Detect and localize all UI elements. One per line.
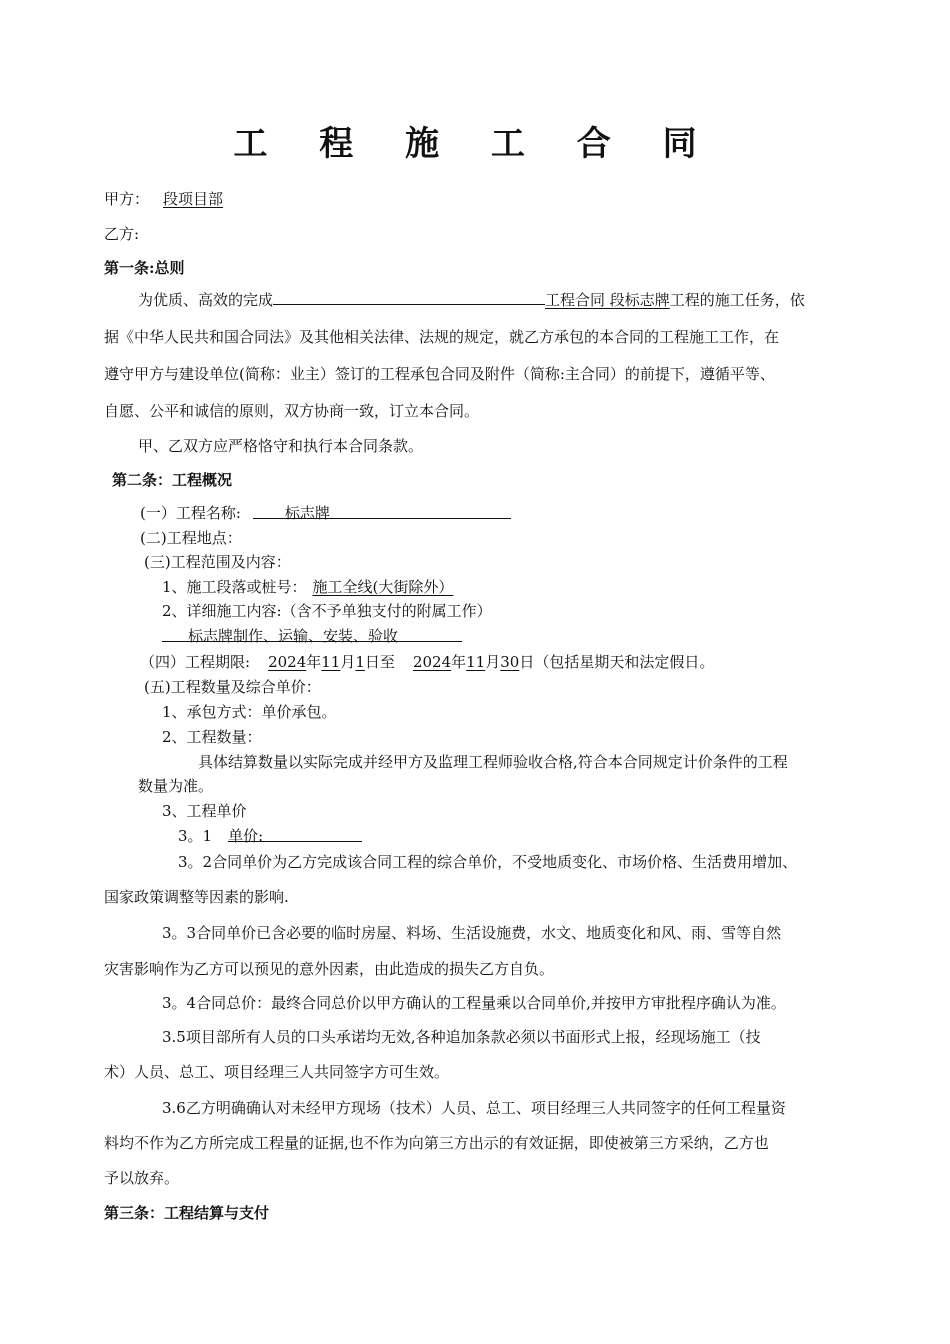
year-unit: 年 — [451, 653, 467, 671]
period-start-month: 11 — [321, 653, 341, 671]
project-name-underlined: 工程合同 段标志牌 — [545, 291, 670, 309]
unit-price-3-2-line-2: 国家政策调整等因素的影响. — [104, 888, 289, 906]
party-a-label: 甲方： — [104, 190, 150, 208]
unit-price-label: 单价: — [228, 827, 264, 845]
article-1-heading: 第一条:总则 — [104, 259, 185, 277]
scope-item-1-label: 1、施工段落或桩号： — [162, 578, 307, 596]
period-end-month: 11 — [466, 653, 486, 671]
scope-item-1 — [162, 577, 459, 597]
article-1-para-1-line-2: 据《中华人民共和国合同法》及其他相关法律、法规的规定，就乙方承包的本合同的工程施工工作，在 — [104, 328, 780, 346]
unit-price-3-3-line-2: 灾害影响作为乙方可以预见的意外因素，由此造成的损失乙方自负。 — [104, 960, 555, 978]
project-name-value: 标志牌 — [284, 504, 330, 522]
period-end-day: 30 — [500, 653, 520, 671]
article-1-para-1-line-4: 自愿、公平和诚信的原则，双方协商一致，订立本合同。 — [104, 402, 480, 420]
unit-price-3-2-line-1: 3。2合同单价为乙方完成该合同工程的综合单价，不受地质变化、市场价格、生活费用增加、 — [178, 853, 798, 871]
unit-price-3-5-line-2: 术）人员、总工、项目经理三人共同签字方可生效。 — [104, 1063, 450, 1081]
blank-line — [273, 290, 545, 305]
unit-price-heading: 3、工程单价 — [162, 802, 247, 820]
contract-mode: 1、承包方式：单价承包。 — [162, 703, 337, 721]
project-scope: (三)工程范围及内容： — [144, 553, 291, 571]
article-1-para-1-line-3: 遵守甲方与建设单位(简称：业主）签订的工程承包合同及附件（简称:主合同）的前提下，遵循平等、 — [104, 365, 775, 383]
unit-price-field — [228, 826, 362, 845]
period-tail: 日（包括星期天和法定假日。 — [519, 653, 715, 671]
project-name-label: (一）工程名称: — [140, 504, 241, 522]
unit-price-3-4: 3。4合同总价：最终合同总价以甲方确认的工程量乘以合同单价,并按甲方审批程序确认为准。 — [162, 994, 786, 1012]
text-segment: 为优质、高效的完成 — [138, 291, 274, 309]
article-3-heading: 第三条：工程结算与支付 — [104, 1204, 270, 1222]
project-location: (二)工程地点： — [140, 529, 242, 547]
scope-item-2-field — [162, 626, 462, 645]
article-2-heading: 第二条：工程概况 — [112, 471, 233, 489]
quantity-and-price: (五)工程数量及综合单价： — [144, 678, 321, 696]
quantity-heading: 2、工程数量： — [162, 728, 262, 746]
scope-item-2: 2、详细施工内容:（含不予单独支付的附属工作） — [162, 602, 492, 620]
article-1-para-1-line-1 — [138, 290, 805, 310]
party-a-value: 段项目部 — [163, 190, 224, 208]
scope-item-2-value-row — [162, 626, 462, 646]
document-title: 工 程 施 工 合 同 — [233, 124, 717, 164]
period-end-year: 2024 — [412, 653, 452, 671]
period-start-year: 2024 — [268, 653, 307, 671]
article-1-para-2: 甲、乙双方应严格恪守和执行本合同条款。 — [138, 437, 424, 455]
party-b-label: 乙方: — [104, 225, 140, 243]
period-start-day: 1 — [355, 653, 365, 671]
project-name-field — [253, 503, 511, 522]
unit-price-3-6-line-3: 予以放弃。 — [104, 1169, 180, 1187]
month-unit: 月 — [485, 653, 501, 671]
clause-number: 3。1 — [178, 827, 213, 845]
period-label: （四）工程期限: — [140, 653, 251, 671]
project-name-row — [140, 503, 511, 523]
day-to-unit: 日至 — [364, 653, 395, 671]
year-unit: 年 — [306, 653, 322, 671]
quantity-desc-line-1: 具体结算数量以实际完成并经甲方及监理工程师验收合格,符合本合同规定计价条件的工程 — [198, 753, 788, 771]
quantity-desc-line-2: 数量为准。 — [138, 777, 214, 795]
scope-item-1-value: 施工全线(大街除外） — [312, 578, 454, 596]
unit-price-3-3-line-1: 3。3合同单价已含必要的临时房屋、料场、生活设施费，水文、地质变化和风、雨、雪等自然 — [162, 924, 782, 942]
unit-price-3-5-line-1: 3.5项目部所有人员的口头承诺均无效,各种追加条款必须以书面形式上报，经现场施工（技 — [162, 1028, 761, 1046]
text-segment: 工程的施工任务，依 — [669, 291, 805, 309]
month-unit: 月 — [340, 653, 356, 671]
project-period — [140, 652, 714, 672]
party-a — [104, 189, 223, 209]
scope-item-2-value: 标志牌制作、运输、安装、验收 — [188, 627, 399, 645]
unit-price-3-1 — [178, 826, 362, 846]
unit-price-3-6-line-2: 料均不作为乙方所完成工程量的证据,也不作为向第三方出示的有效证据，即使被第三方采纳，乙方也 — [104, 1134, 769, 1152]
unit-price-3-6-line-1: 3.6乙方明确确认对未经甲方现场（技术）人员、总工、项目经理三人共同签字的任何工程量资 — [162, 1099, 786, 1117]
